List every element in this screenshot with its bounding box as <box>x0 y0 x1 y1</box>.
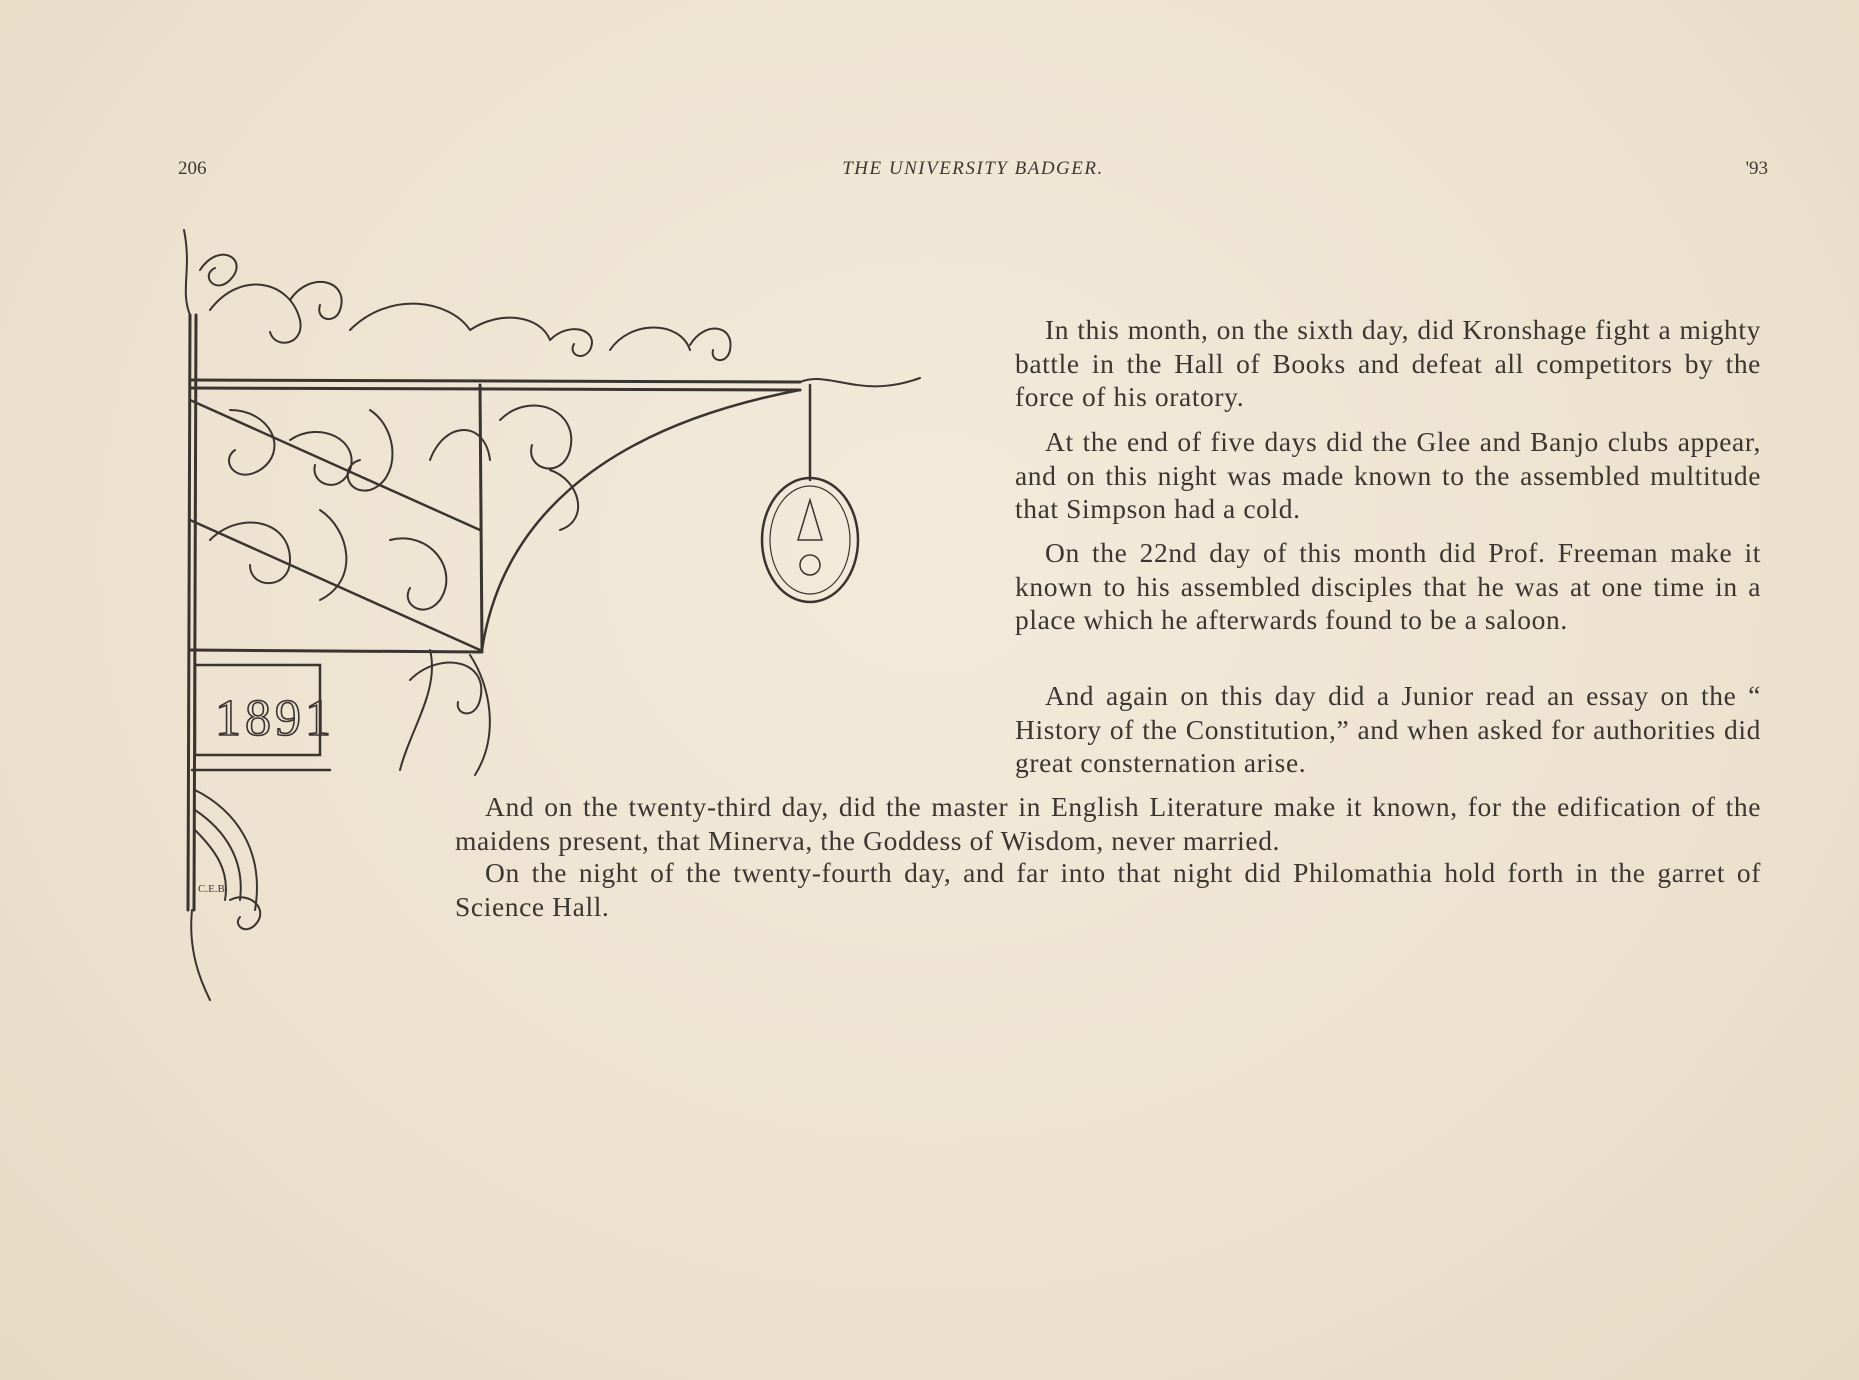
paragraph-twenty-third-day: And on the twenty-third day, did the master in English Literature make it known, for the edification of the maidens present, that Minerva, the Goddess of Wisdom, never married. <box>455 791 1761 856</box>
artist-signature: C.E.B. <box>198 883 228 895</box>
paragraph-twenty-fourth-day: On the night of the twenty-fourth day, and far into that night did Philomathia hold forth in the garret of Science Hall. <box>455 857 1761 922</box>
plaque-year: 1891 <box>215 690 335 747</box>
running-title: THE UNIVERSITY BADGER. <box>842 158 1104 179</box>
paragraph-kronshage: In this month, on the sixth day, did Kronshage fight a mighty battle in the Hall of Books and defeat all competitors by the force of his oratory. <box>1015 314 1761 412</box>
paragraph-prof-freeman: On the 22nd day of this month did Prof. Freeman make it known to his assembled disciples that he was at one time in a place which he afterwards found to be a saloon. <box>1015 537 1761 635</box>
paragraph-glee-banjo: At the end of five days did the Glee and Banjo clubs appear, and on this night was made known to the assembled multitude that Simpson had a cold. <box>1015 426 1761 524</box>
wrought-iron-sign-illustration <box>170 210 950 1110</box>
class-year: '93 <box>1745 158 1768 179</box>
page-number: 206 <box>178 158 207 179</box>
running-header <box>178 158 1768 182</box>
paragraph-junior-essay: And again on this day did a Junior read an essay on the “ History of the Constitution,” and when asked for authorities did great consternation arise. <box>1015 680 1761 778</box>
